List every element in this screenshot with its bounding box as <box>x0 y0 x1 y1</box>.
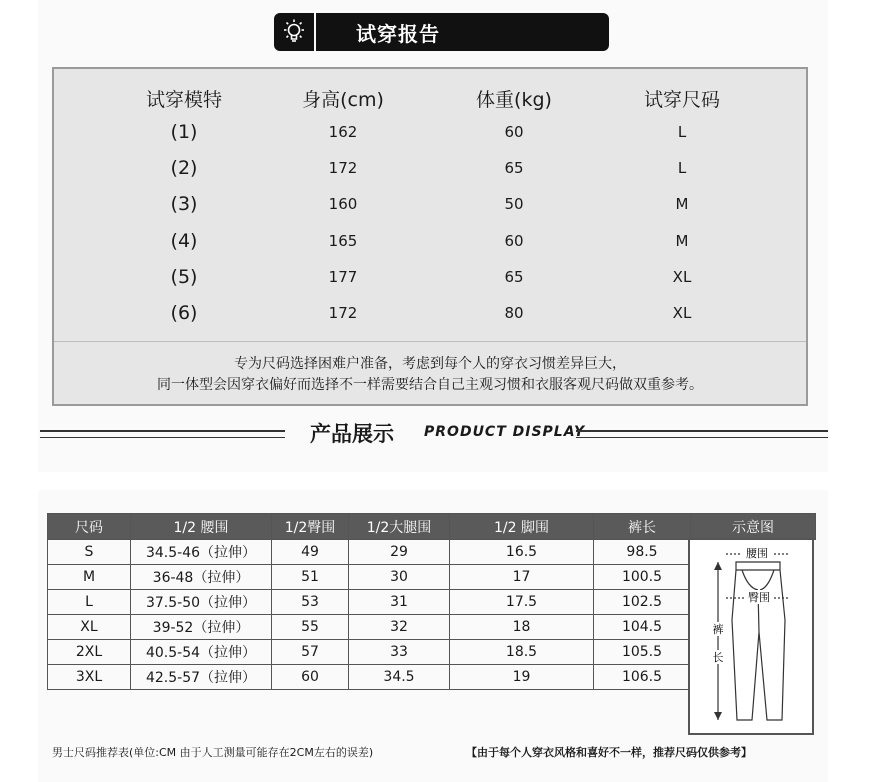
weight-cell: 80 <box>504 304 524 322</box>
weight-cell: 65 <box>504 268 524 286</box>
size-cell: M <box>48 565 131 590</box>
thigh-cell: 31 <box>349 590 450 615</box>
weight-cell: 60 <box>504 232 524 250</box>
waist-cell: 40.5-54（拉伸） <box>131 640 272 665</box>
length-cell: 102.5 <box>594 590 691 615</box>
decorative-lines-left <box>40 430 285 438</box>
hem-cell: 17 <box>450 565 594 590</box>
hip-cell: 60 <box>272 665 349 690</box>
banner-title: 试穿报告 <box>356 21 440 46</box>
thigh-cell: 34.5 <box>349 665 450 690</box>
hip-cell: 55 <box>272 615 349 640</box>
fit-row <box>54 151 806 185</box>
waist-cell: 39-52（拉伸） <box>131 615 272 640</box>
thigh-cell: 29 <box>349 540 450 565</box>
size-cell: XL <box>672 268 692 286</box>
length-cell: 98.5 <box>594 540 691 565</box>
divider <box>54 341 806 342</box>
fit-row <box>54 224 806 258</box>
header-model: 试穿模特 <box>145 89 222 111</box>
height-cell: 177 <box>328 268 358 286</box>
diagram-length-label-top: 裤 <box>712 623 724 636</box>
pants-outline-icon <box>690 540 812 733</box>
header-thigh: 1/2大腿围 <box>349 514 450 540</box>
waist-cell: 36-48（拉伸） <box>131 565 272 590</box>
fit-row <box>54 296 806 330</box>
weight-cell: 60 <box>504 123 524 141</box>
model-cell: (2) <box>170 157 198 179</box>
diagram-hip-label: 臀围 <box>748 591 770 604</box>
fit-report-table <box>52 67 808 406</box>
size-cell: L <box>48 590 131 615</box>
model-cell: (1) <box>170 121 198 143</box>
size-cell: M <box>675 232 689 250</box>
weight-cell: 65 <box>504 159 524 177</box>
size-cell: S <box>48 540 131 565</box>
size-cell: XL <box>48 615 131 640</box>
model-cell: (5) <box>170 266 198 288</box>
product-display-title-en: PRODUCT DISPLAY <box>424 424 586 440</box>
header-waist: 1/2 腰围 <box>131 514 272 540</box>
product-display-heading <box>0 418 882 448</box>
model-cell: (6) <box>170 302 198 324</box>
hip-cell: 53 <box>272 590 349 615</box>
size-cell: XL <box>672 304 692 322</box>
header-weight: 体重(kg) <box>476 89 552 111</box>
hem-cell: 18.5 <box>450 640 594 665</box>
fit-row <box>54 187 806 221</box>
size-chart-disclaimer: 【由于每个人穿衣风格和喜好不一样，推荐尺码仅供参考】 <box>466 746 752 759</box>
lightbulb-icon <box>274 13 316 51</box>
height-cell: 172 <box>328 304 358 322</box>
header-diagram: 示意图 <box>691 514 816 540</box>
waist-cell: 37.5-50（拉伸） <box>131 590 272 615</box>
model-cell: (3) <box>170 193 198 215</box>
thigh-cell: 30 <box>349 565 450 590</box>
waist-cell: 34.5-46（拉伸） <box>131 540 272 565</box>
height-cell: 160 <box>328 195 358 213</box>
size-cell: 3XL <box>48 665 131 690</box>
hip-cell: 49 <box>272 540 349 565</box>
diagram-length-label-bottom: 长 <box>712 651 724 664</box>
length-cell: 100.5 <box>594 565 691 590</box>
size-cell: L <box>677 159 687 177</box>
hem-cell: 19 <box>450 665 594 690</box>
thigh-cell: 33 <box>349 640 450 665</box>
header-hip: 1/2臀围 <box>272 514 349 540</box>
hem-cell: 16.5 <box>450 540 594 565</box>
header-size: 尺码 <box>48 514 131 540</box>
size-cell: 2XL <box>48 640 131 665</box>
length-cell: 105.5 <box>594 640 691 665</box>
fit-note-line2: 同一体型会因穿衣偏好而选择不一样需要结合自己主观习惯和衣服客观尺码做双重参考。 <box>157 377 703 393</box>
pants-diagram <box>688 538 814 735</box>
hip-cell: 57 <box>272 640 349 665</box>
decorative-lines-right <box>576 430 828 438</box>
model-cell: (4) <box>170 230 198 252</box>
height-cell: 162 <box>328 123 358 141</box>
height-cell: 172 <box>328 159 358 177</box>
size-chart-caption: 男士尺码推荐表(单位:CM 由于人工测量可能存在2CM左右的误差) <box>52 746 374 759</box>
length-cell: 106.5 <box>594 665 691 690</box>
hem-cell: 18 <box>450 615 594 640</box>
fit-row <box>54 260 806 294</box>
header-hem: 1/2 脚围 <box>450 514 594 540</box>
fit-note-line1: 专为尺码选择困难户准备，考虑到每个人的穿衣习惯差异巨大， <box>234 356 626 372</box>
header-height: 身高(cm) <box>302 89 384 111</box>
size-cell: M <box>675 195 689 213</box>
size-cell: L <box>677 123 687 141</box>
diagram-waist-label: 腰围 <box>746 547 768 560</box>
hem-cell: 17.5 <box>450 590 594 615</box>
waist-cell: 42.5-57（拉伸） <box>131 665 272 690</box>
header-length: 裤长 <box>594 514 691 540</box>
fit-header-row <box>54 83 806 117</box>
weight-cell: 50 <box>504 195 524 213</box>
product-display-title-cn: 产品展示 <box>310 422 394 446</box>
header-size: 试穿尺码 <box>643 89 720 111</box>
thigh-cell: 32 <box>349 615 450 640</box>
fit-row <box>54 115 806 149</box>
hip-cell: 51 <box>272 565 349 590</box>
size-header-row <box>48 514 816 540</box>
fit-report-banner <box>274 13 609 51</box>
height-cell: 165 <box>328 232 358 250</box>
length-cell: 104.5 <box>594 615 691 640</box>
